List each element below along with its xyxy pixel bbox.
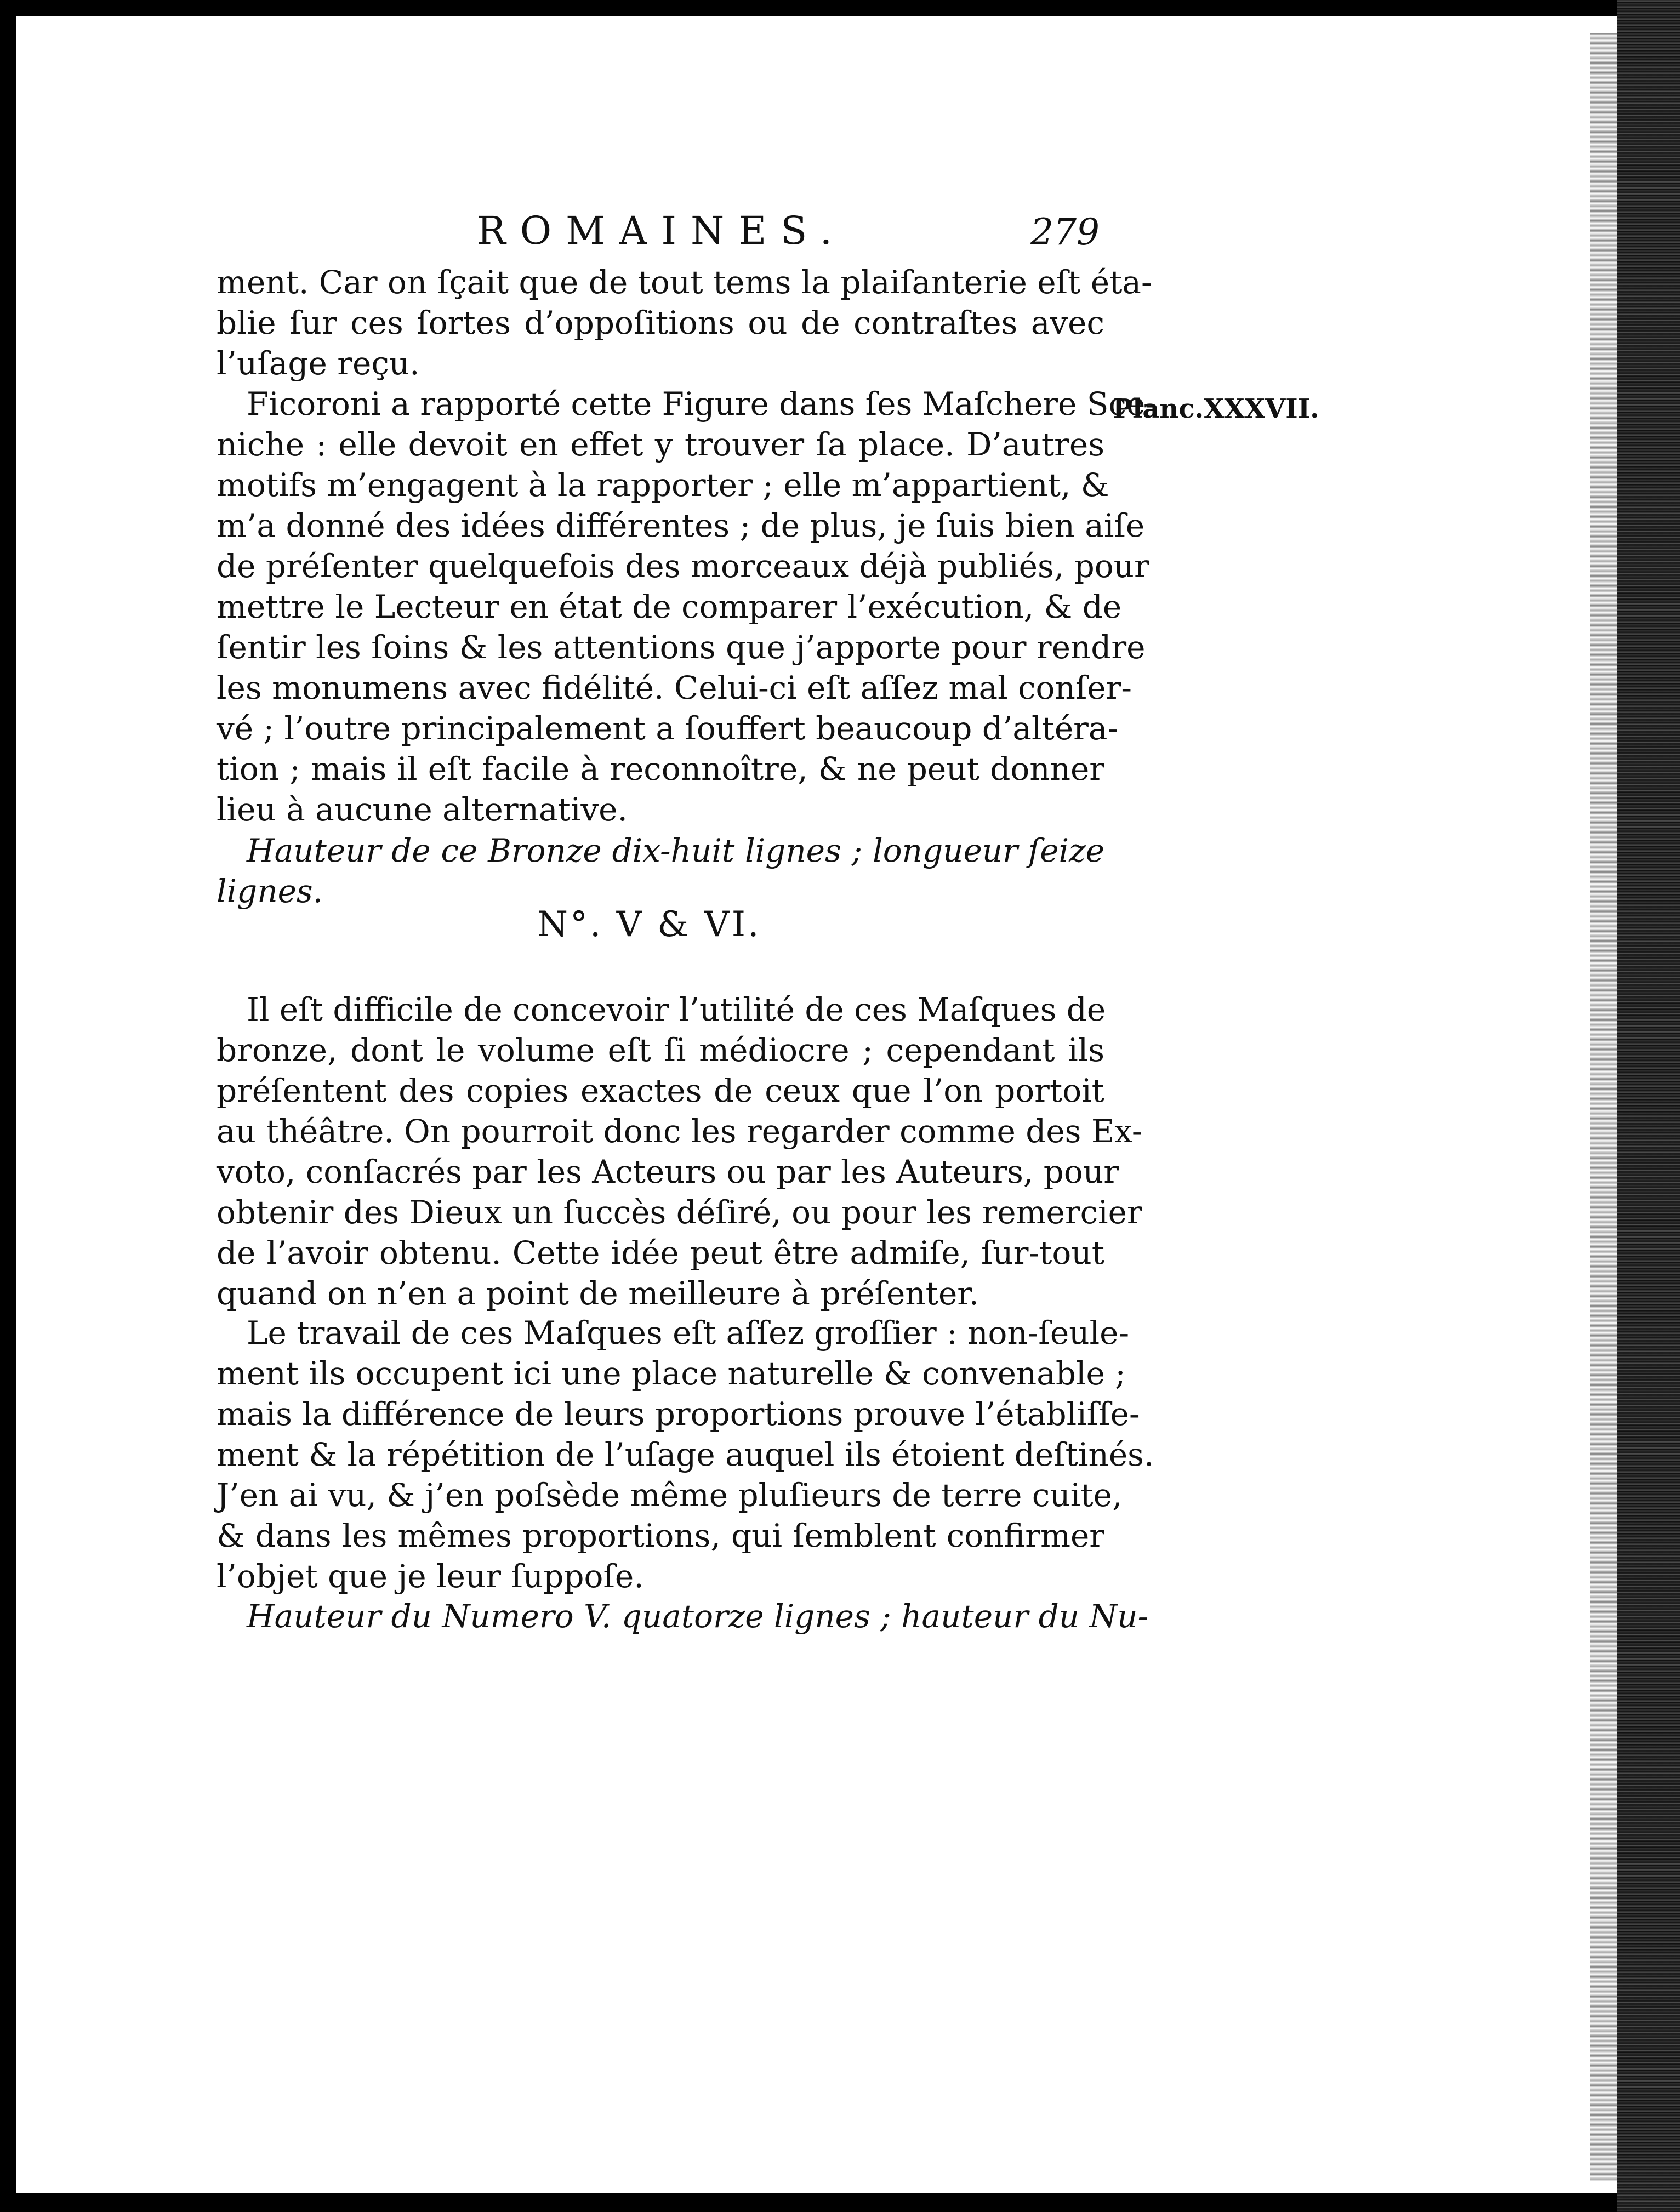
text-line: ment & la répétition de l’uſage auquel ils étoient deſtinés.	[217, 1436, 1154, 1473]
book-binding	[1617, 0, 1680, 2212]
text-line: bronze, dont le volume eſt ſi médiocre ; cependant ils	[217, 1031, 1104, 1069]
text-line: & dans les mêmes proportions, qui ſemblent confirmer	[217, 1517, 1104, 1554]
text-line: Il eſt difficile de concevoir l’utilité de ces Maſques de	[247, 991, 1106, 1028]
text-line: ſentir les ſoins & les attentions que j’apporte pour rendre	[217, 629, 1146, 666]
text-line: Le travail de ces Maſques eſt aſſez groſſier : non-ſeule-	[247, 1314, 1130, 1352]
text-line: de préſenter quelquefois des morceaux déjà publiés, pour	[217, 548, 1149, 585]
text-line: niche : elle devoit en effet y trouver ſa place. D’autres	[217, 426, 1104, 463]
text-line: obtenir des Dieux un ſuccès déſiré, ou pour les remercier	[217, 1194, 1142, 1231]
text-line: tion ; mais il eſt facile à reconnoître, & ne peut donner	[217, 750, 1104, 788]
running-head: ROMAINES.	[477, 208, 847, 253]
text-line: préſentent des copies exactes de ceux que l’on portoit	[217, 1072, 1104, 1109]
text-line: Hauteur de ce Bronze dix-huit lignes ; longueur ſeize	[247, 832, 1104, 869]
text-line: lignes.	[217, 873, 323, 910]
text-line: de l’avoir obtenu. Cette idée peut être admiſe, ſur-tout	[217, 1234, 1104, 1272]
text-line: vé ; l’outre principalement a ſouffert beaucoup d’altéra-	[217, 710, 1119, 747]
text-line: les monumens avec fidélité. Celui-ci eſt aſſez mal conſer-	[217, 669, 1132, 706]
text-line: ment ils occupent ici une place naturelle & convenable ;	[217, 1355, 1126, 1392]
section-heading: N°. V & VI.	[537, 904, 761, 945]
text-line: l’uſage reçu.	[217, 345, 420, 382]
text-line: J’en ai vu, & j’en poſsède même pluſieurs de terre cuite,	[217, 1476, 1123, 1514]
margin-note-plate-reference: Planc.XXXVII.	[1113, 394, 1319, 424]
text-line: Hauteur du Numero V. quatorze lignes ; hauteur du Nu-	[247, 1598, 1149, 1635]
text-line: mais la différence de leurs proportions prouve l’établiſſe-	[217, 1395, 1140, 1433]
text-line: au théâtre. On pourroit donc les regarder comme des Ex-	[217, 1113, 1143, 1150]
text-line: lieu à aucune alternative.	[217, 791, 628, 828]
text-line: l’objet que je leur ſuppoſe.	[217, 1558, 644, 1595]
text-line: blie ſur ces ſortes d’oppoſitions ou de contraſtes avec	[217, 304, 1104, 341]
text-line: ment. Car on ſçait que de tout tems la plaiſanterie eſt éta-	[217, 264, 1152, 301]
text-line: m’a donné des idées différentes ; de plus, je ſuis bien aiſe	[217, 507, 1145, 544]
text-line: mettre le Lecteur en état de comparer l’exécution, & de	[217, 588, 1122, 625]
page-number: 279	[1030, 211, 1100, 253]
text-line: quand on n’en a point de meilleure à préſenter.	[217, 1275, 979, 1312]
text-line: motifs m’engagent à la rapporter ; elle m’appartient, &	[217, 466, 1109, 504]
text-line: voto, conſacrés par les Acteurs ou par les Auteurs, pour	[217, 1153, 1119, 1190]
text-line: Ficoroni a rapporté cette Figure dans ſes Maſchere Sce-	[247, 385, 1156, 423]
